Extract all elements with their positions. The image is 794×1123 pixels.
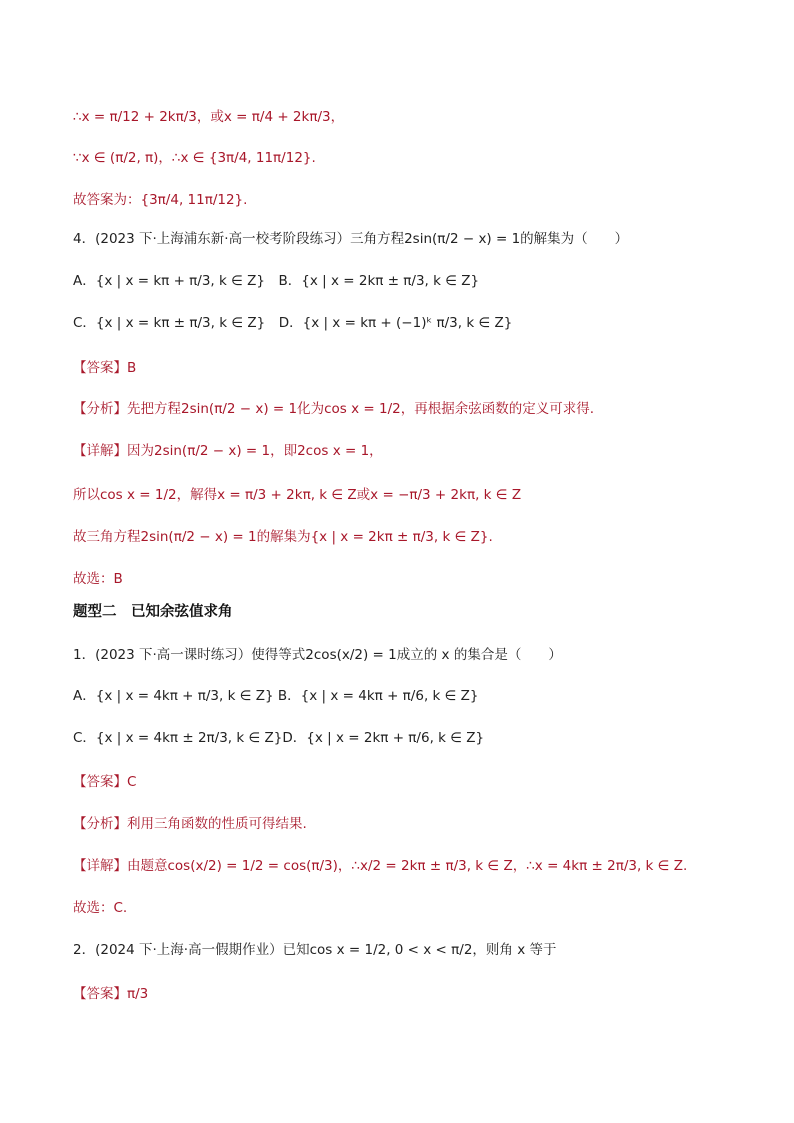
q4-analysis-row	[73, 398, 754, 420]
answer-tag: 【答案】	[73, 360, 127, 376]
analysis-text: 利用三角函数的性质可得结果.	[127, 816, 307, 832]
analysis-text: 先把方程2sin(π/2 − x) = 1化为cos x = 1/2，再根据余弦函数的定义可求得.	[127, 401, 595, 417]
solution-line-1: ∴x = π/12 + 2kπ/3，或x = π/4 + 2kπ/3，	[73, 109, 345, 125]
question-4-options-cd: C．{x | x = kπ ± π/3, k ∈ Z} D．{x | x = kπ + (−1)ᵏ π/3, k ∈ Z}	[73, 315, 513, 331]
q1-analysis-row	[73, 813, 754, 835]
question-2-stem: 2．(2024 下·上海·高一假期作业）已知cos x = 1/2, 0 < x < π/2，则角 x 等于	[73, 942, 557, 958]
answer-tag: 【答案】	[73, 986, 127, 1002]
question-4-stem: 4．(2023 下·上海浦东新·高一校考阶段练习）三角方程2sin(π/2 − x) = 1的解集为（ ）	[73, 231, 629, 247]
question-1-options-ab: A．{x | x = 4kπ + π/3, k ∈ Z} B．{x | x = 4kπ + π/6, k ∈ Z}	[73, 688, 479, 704]
q4-detail-line-3: 故三角方程2sin(π/2 − x) = 1的解集为{x | x = 2kπ ± π/3, k ∈ Z}.	[73, 529, 493, 545]
q2-answer-row	[73, 983, 754, 1005]
q4-choice: 故选：B	[73, 571, 123, 587]
detail-tag: 【详解】	[73, 443, 127, 459]
detail-text: 由题意cos(x/2) = 1/2 = cos(π/3)，∴x/2 = 2kπ ± π/3, k ∈ Z，∴x = 4kπ ± 2π/3, k ∈ Z.	[127, 858, 688, 874]
answer-value: C	[127, 774, 137, 790]
q4-detail-line-2: 所以cos x = 1/2，解得x = π/3 + 2kπ, k ∈ Z或x = −π/3 + 2kπ, k ∈ Z	[73, 487, 522, 503]
q1-detail-row	[73, 855, 754, 877]
analysis-tag: 【分析】	[73, 816, 127, 832]
detail-tag: 【详解】	[73, 858, 127, 874]
q4-detail-row	[73, 440, 754, 462]
answer-value: B	[127, 360, 137, 376]
question-1-stem: 1．(2023 下·高一课时练习）使得等式2cos(x/2) = 1成立的 x 的集合是（ ）	[73, 647, 562, 663]
q1-answer-row	[73, 771, 754, 793]
solution-line-2: ∵x ∈ (π/2, π)，∴x ∈ {3π/4, 11π/12}.	[73, 150, 316, 166]
question-4-options-ab: A．{x | x = kπ + π/3, k ∈ Z} B．{x | x = 2kπ ± π/3, k ∈ Z}	[73, 273, 480, 289]
answer-tag: 【答案】	[73, 774, 127, 790]
analysis-tag: 【分析】	[73, 401, 127, 417]
question-1-options-cd: C．{x | x = 4kπ ± 2π/3, k ∈ Z}D．{x | x = 2kπ + π/6, k ∈ Z}	[73, 730, 485, 746]
q1-choice: 故选：C.	[73, 900, 128, 916]
answer-line: 故答案为：{3π/4, 11π/12}.	[73, 192, 248, 208]
answer-value: π/3	[127, 986, 149, 1002]
section-heading: 题型二 已知余弦值求角	[73, 604, 233, 620]
detail-text: 因为2sin(π/2 − x) = 1，即2cos x = 1，	[127, 443, 383, 459]
q4-answer-row	[73, 357, 754, 379]
